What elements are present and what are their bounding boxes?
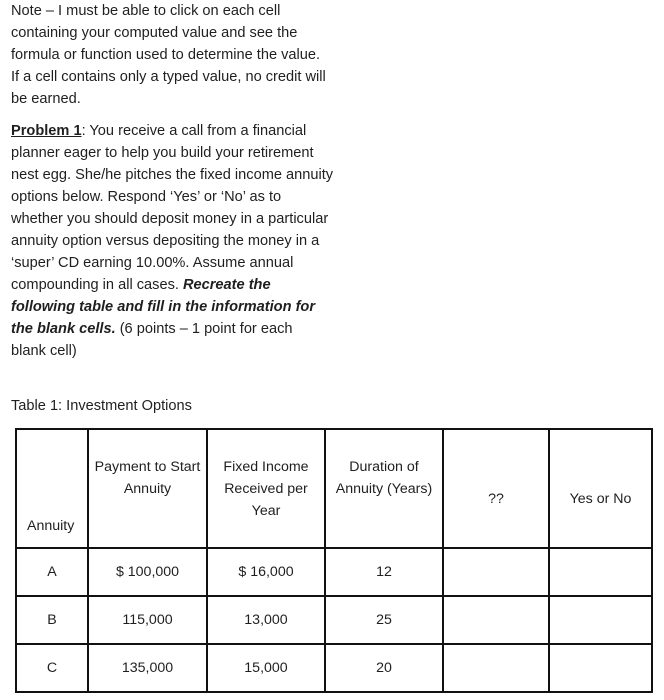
problem-line — [11, 120, 341, 142]
header-duration-line: Annuity (Years) — [335, 481, 433, 497]
problem-line: planner eager to help you build your retirement — [11, 145, 314, 161]
cell-annuity: B — [16, 596, 88, 644]
header-unknown — [443, 429, 549, 548]
header-fixed-income-line: Year — [251, 502, 281, 519]
problem-line-text: compounding in all cases. — [11, 277, 183, 293]
header-fixed-income-line: Received per — [224, 480, 308, 497]
problem-line: blank cell) — [11, 343, 77, 359]
header-yes-or-no — [549, 429, 652, 548]
header-fixed-income — [207, 429, 325, 548]
problem-line: annuity option versus depositing the money in a — [11, 233, 320, 249]
header-annuity-text: Annuity — [27, 518, 75, 534]
problem-line: options below. Respond ‘Yes’ or ‘No’ as to — [11, 189, 282, 205]
header-payment-line: Payment to Start — [94, 459, 201, 475]
header-payment-line: Annuity — [123, 481, 172, 497]
header-payment — [88, 429, 207, 548]
table-row — [16, 644, 652, 692]
instruction-text: the blank cells. — [11, 321, 116, 337]
problem-paragraph — [11, 120, 341, 362]
note-line: containing your computed value and see the — [11, 25, 298, 41]
cell-unknown-blank[interactable] — [443, 644, 549, 692]
note-line: formula or function used to determine the value. — [11, 47, 321, 63]
cell-income: 13,000 — [207, 596, 325, 644]
note-line: Note – I must be able to click on each cell — [11, 3, 281, 19]
points-text: (6 points – 1 point for each — [115, 321, 293, 337]
cell-payment: 115,000 — [88, 596, 207, 644]
problem-line — [11, 318, 341, 340]
problem-line: ‘super’ CD earning 10.00%. Assume annual — [11, 255, 294, 271]
investment-options-table — [15, 428, 653, 693]
cell-unknown-blank[interactable] — [443, 548, 549, 596]
cell-annuity: C — [16, 644, 88, 692]
cell-income: 15,000 — [207, 644, 325, 692]
header-yes-or-no-text: Yes or No — [569, 490, 632, 507]
cell-yes-or-no-blank[interactable] — [549, 644, 652, 692]
table-row — [16, 548, 652, 596]
header-fixed-income-line: Fixed Income — [223, 458, 309, 475]
problem-line — [11, 274, 341, 296]
cell-income: $ 16,000 — [207, 548, 325, 596]
note-paragraph — [11, 0, 341, 110]
cell-annuity: A — [16, 548, 88, 596]
cell-duration: 20 — [325, 644, 443, 692]
problem-line: whether you should deposit money in a particular — [11, 211, 329, 227]
instruction-text: Recreate the — [182, 277, 271, 293]
problem-label: Problem 1 — [11, 123, 82, 139]
problem-line: nest egg. She/he pitches the fixed income annuity — [11, 167, 334, 183]
cell-duration: 25 — [325, 596, 443, 644]
instruction-text: following table and fill in the information for — [11, 299, 316, 315]
problem-line-text: : You receive a call from a financial — [81, 123, 307, 139]
note-line: be earned. — [11, 91, 81, 107]
table-caption: Table 1: Investment Options — [11, 398, 192, 414]
header-duration — [325, 429, 443, 548]
header-annuity — [16, 429, 88, 548]
cell-yes-or-no-blank[interactable] — [549, 548, 652, 596]
header-unknown-text: ?? — [488, 490, 504, 507]
cell-unknown-blank[interactable] — [443, 596, 549, 644]
cell-payment: $ 100,000 — [88, 548, 207, 596]
table-header-row — [16, 429, 652, 548]
note-line: If a cell contains only a typed value, no credit will — [11, 69, 326, 85]
header-duration-line: Duration of — [349, 459, 419, 475]
table-row — [16, 596, 652, 644]
cell-duration: 12 — [325, 548, 443, 596]
cell-payment: 135,000 — [88, 644, 207, 692]
cell-yes-or-no-blank[interactable] — [549, 596, 652, 644]
